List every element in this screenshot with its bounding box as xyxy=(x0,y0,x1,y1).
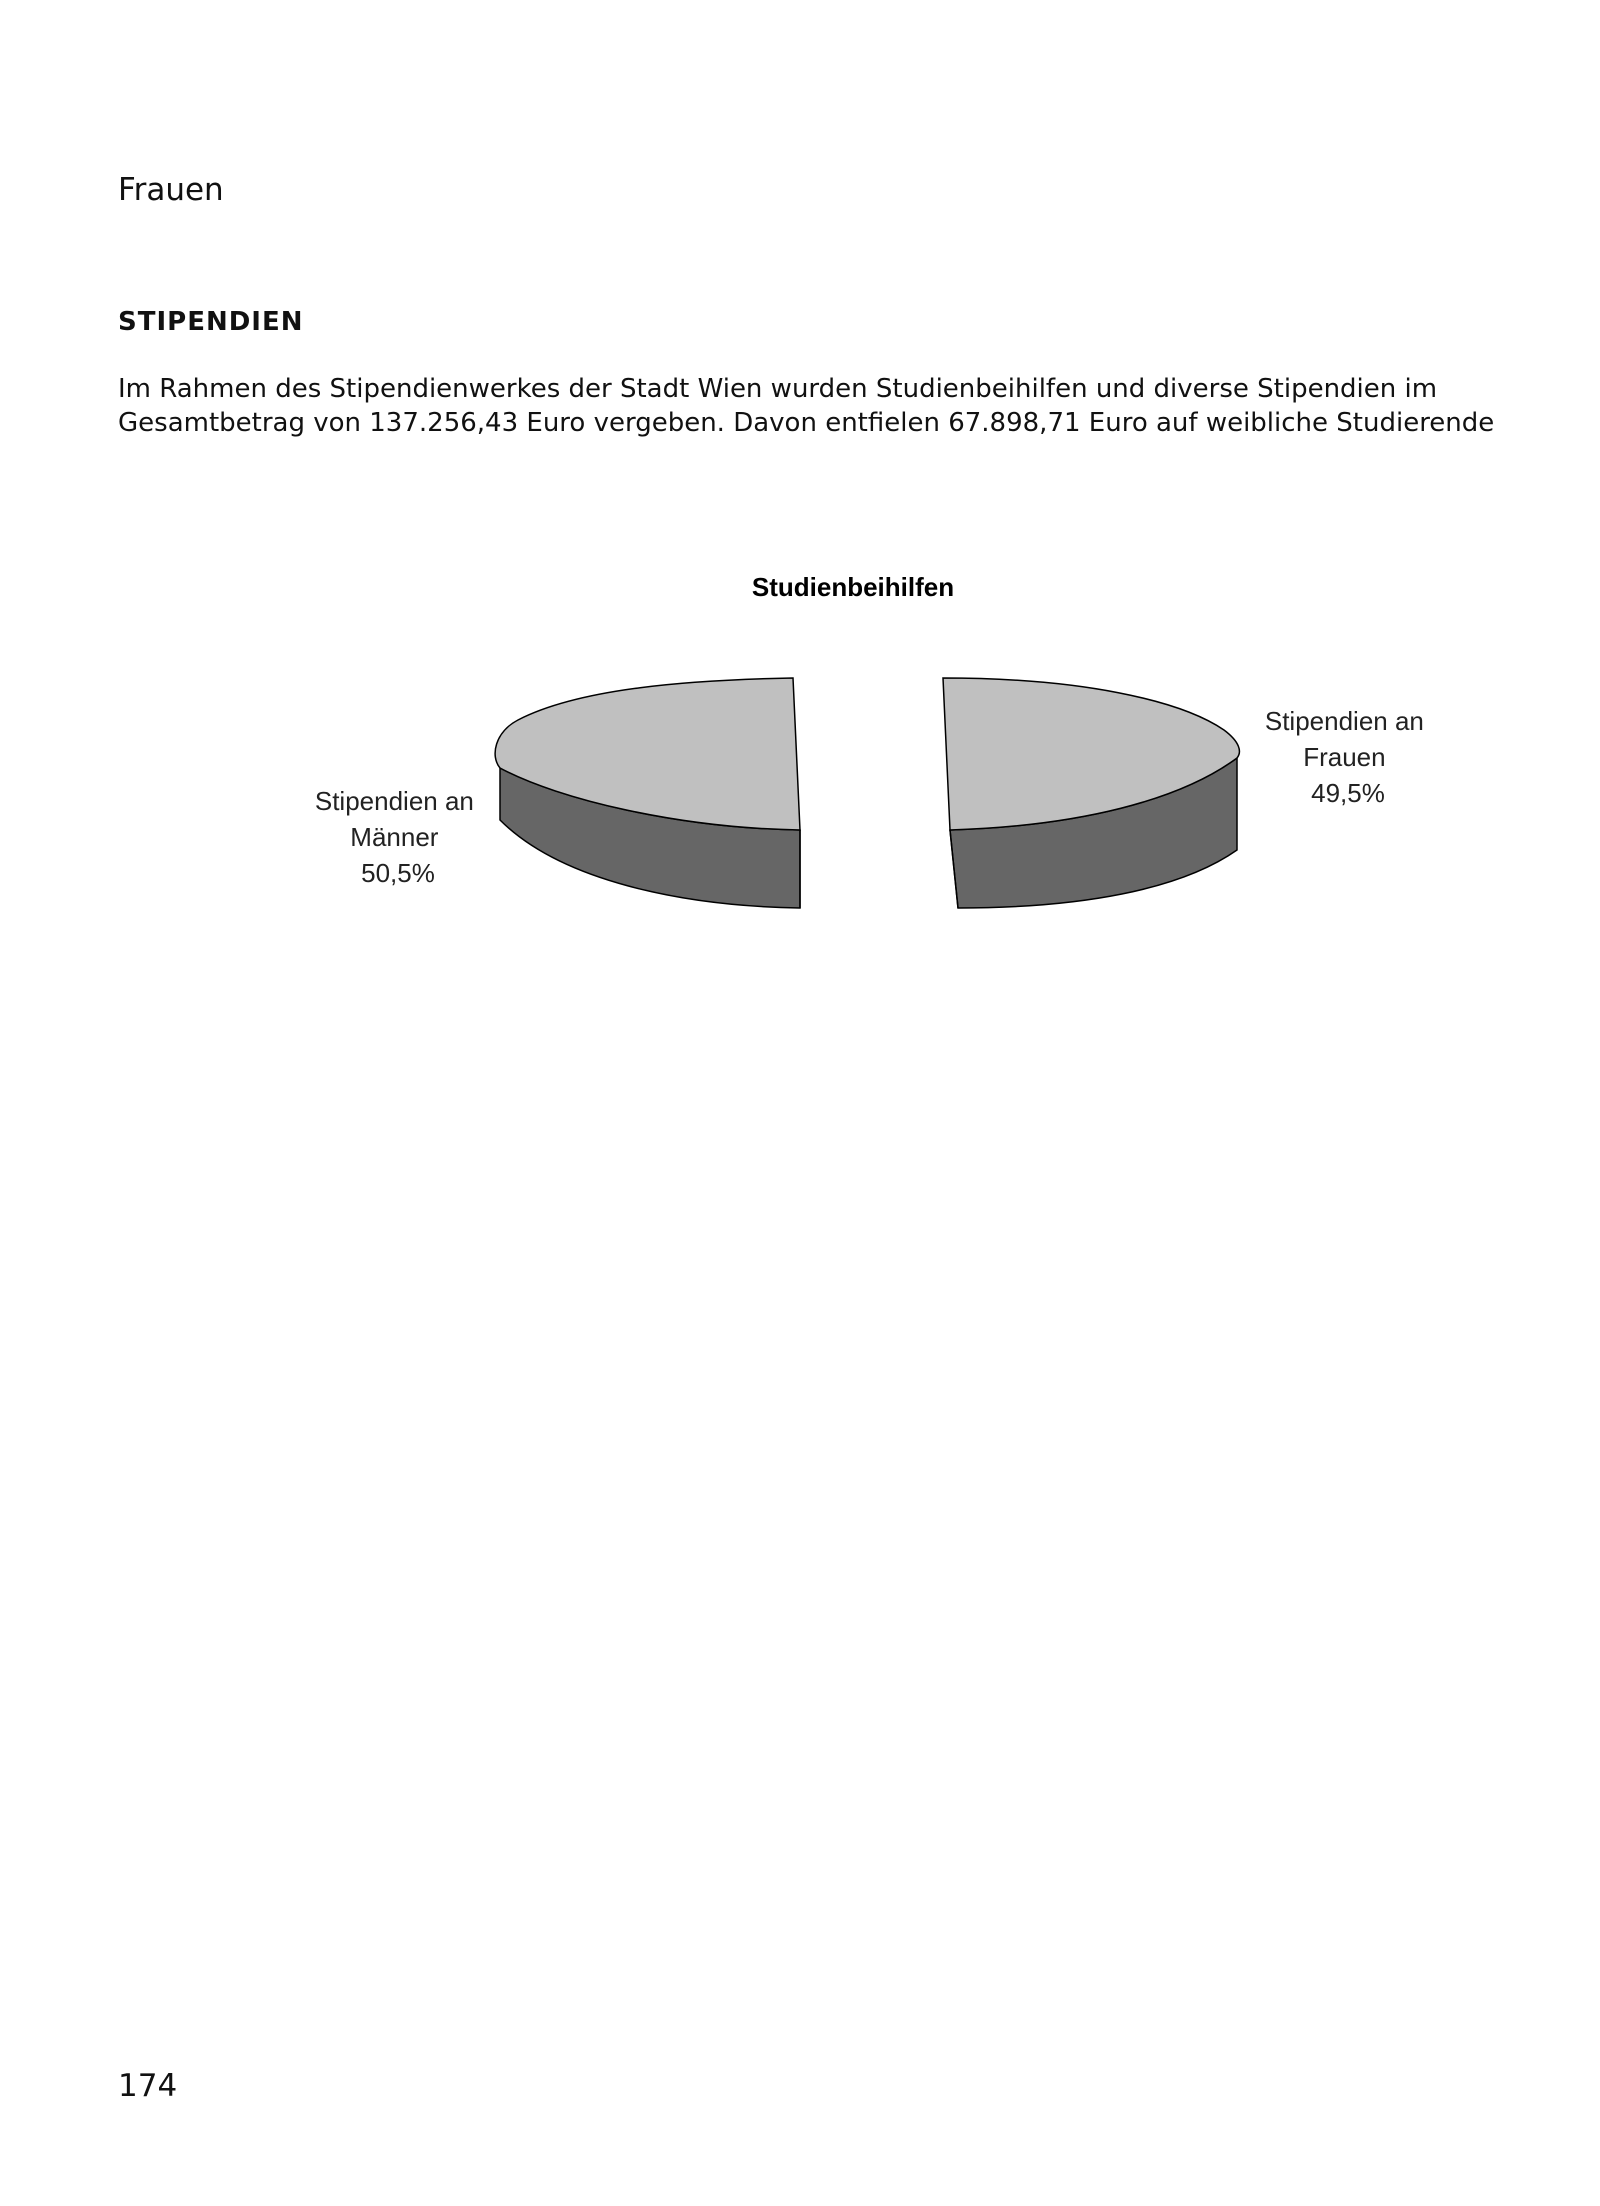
slice-label-frauen-line-2: Frauen xyxy=(1303,742,1386,772)
body-paragraph: Im Rahmen des Stipendienwerkes der Stadt Wien wurden Studienbeihilfen und diverse Stipendien im Gesamtbetrag von 137.256,43 Euro vergeben. Davon entfielen 67.898,71 Euro auf weibliche Studierende xyxy=(118,374,1495,438)
section-heading: STIPENDIEN xyxy=(118,307,304,337)
slice-label-frauen-line-3: 49,5% xyxy=(1311,778,1385,808)
slice-label-maenner-line-2: Männer xyxy=(350,822,439,852)
slice-label-maenner-line-3: 50,5% xyxy=(361,858,435,888)
page-number: 174 xyxy=(118,2068,178,2104)
chart-title: Studienbeihilfen xyxy=(751,572,955,602)
pie-chart-svg xyxy=(280,560,1480,960)
pie-slice-frauen xyxy=(943,678,1239,908)
slice-label-frauen xyxy=(1265,706,1431,808)
pie-slice-maenner xyxy=(495,678,800,908)
slice-label-maenner xyxy=(315,786,481,888)
slice-label-frauen-line-1: Stipendien an xyxy=(1264,706,1424,736)
page-heading: Frauen xyxy=(118,172,224,208)
slice-label-maenner-line-1: Stipendien an xyxy=(314,786,474,816)
pie-chart xyxy=(280,560,1480,960)
